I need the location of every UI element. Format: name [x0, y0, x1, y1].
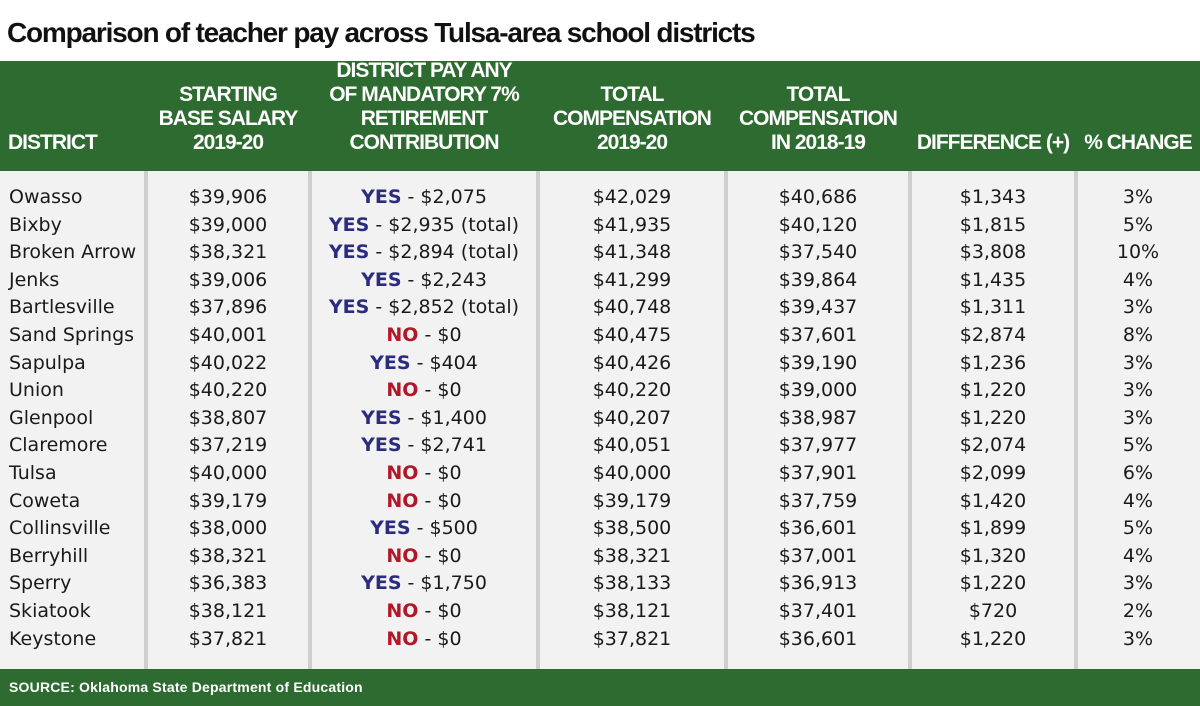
retirement-answer: YES	[370, 351, 411, 374]
cell-total-compensation-2019-20: $38,121	[592, 600, 672, 622]
table-header	[0, 61, 1200, 171]
retirement-amount: - $0	[418, 544, 462, 567]
table-row	[0, 515, 1200, 543]
cell-percent-change: 3%	[1122, 379, 1154, 402]
retirement-answer: YES	[328, 296, 370, 319]
retirement-answer: YES	[361, 434, 402, 457]
cell-difference: $1,220	[959, 406, 1027, 429]
table-row	[0, 294, 1200, 322]
cell-district: Sand Springs	[9, 324, 135, 346]
cell-total-compensation-2018-19: $39,000	[778, 379, 858, 402]
cell-district: Coweta	[9, 489, 81, 512]
cell-total-compensation-2019-20: $40,426	[592, 351, 672, 374]
retirement-amount: - $404	[410, 351, 478, 374]
cell-starting-base-salary: $39,179	[188, 489, 268, 512]
cell-percent-change: 3%	[1122, 186, 1154, 208]
cell-starting-base-salary: $38,121	[188, 600, 268, 622]
retirement-answer: YES	[361, 186, 402, 208]
cell-retirement-contribution	[310, 350, 538, 378]
cell-starting-base-salary: $40,022	[188, 351, 268, 374]
cell-starting-base-salary: $40,000	[188, 462, 268, 484]
cell-total-compensation-2019-20: $39,179	[592, 489, 672, 512]
cell-starting-base-salary: $37,821	[188, 627, 268, 650]
cell-retirement-contribution	[310, 405, 538, 433]
retirement-amount: - $2,741	[401, 434, 487, 457]
retirement-amount: - $0	[418, 600, 462, 622]
table-row	[0, 377, 1200, 405]
cell-difference: $1,220	[959, 572, 1027, 595]
cell-difference: $2,874	[959, 324, 1027, 346]
cell-difference: $1,420	[959, 489, 1027, 512]
retirement-amount: - $0	[418, 489, 462, 512]
cell-starting-base-salary: $39,000	[188, 213, 268, 236]
cell-retirement-contribution	[310, 294, 538, 322]
retirement-amount: - $2,852 (total)	[369, 296, 520, 319]
cell-retirement-contribution	[310, 570, 538, 598]
column-header-retirement-contribution: DISTRICT PAY ANY OF MANDATORY 7% RETIREMENT CONTRIBUTION	[329, 59, 519, 154]
retirement-answer: YES	[328, 213, 370, 236]
cell-retirement-contribution	[310, 626, 538, 654]
column-header-total-compensation-2018-19: TOTAL COMPENSATION IN 2018-19	[739, 83, 897, 154]
retirement-answer: YES	[361, 268, 402, 291]
cell-difference: $1,815	[959, 213, 1027, 236]
cell-percent-change: 3%	[1122, 351, 1154, 374]
cell-total-compensation-2018-19: $39,864	[778, 268, 858, 291]
cell-percent-change: 3%	[1122, 406, 1154, 429]
cell-total-compensation-2019-20: $41,348	[592, 241, 672, 264]
retirement-answer: NO	[386, 544, 419, 567]
cell-percent-change: 8%	[1122, 324, 1154, 346]
cell-starting-base-salary: $38,807	[188, 406, 268, 429]
cell-difference: $1,311	[959, 296, 1027, 319]
cell-total-compensation-2019-20: $40,207	[592, 406, 672, 429]
retirement-answer: YES	[361, 572, 402, 595]
cell-total-compensation-2019-20: $38,133	[592, 572, 672, 595]
table-row	[0, 460, 1200, 488]
table-row	[0, 626, 1200, 654]
column-header-district: DISTRICT	[8, 131, 97, 154]
cell-starting-base-salary: $37,219	[188, 434, 268, 457]
retirement-amount: - $0	[418, 627, 462, 650]
cell-total-compensation-2019-20: $40,000	[592, 462, 672, 484]
cell-total-compensation-2018-19: $40,686	[778, 186, 858, 208]
table-row	[0, 405, 1200, 433]
cell-percent-change: 4%	[1122, 489, 1154, 512]
retirement-answer: YES	[370, 517, 411, 540]
cell-percent-change: 4%	[1122, 268, 1154, 291]
cell-district: Claremore	[9, 434, 108, 457]
cell-percent-change: 3%	[1122, 572, 1154, 595]
table-body	[0, 171, 1200, 669]
cell-percent-change: 3%	[1122, 627, 1154, 650]
column-header-starting-base-salary: STARTING BASE SALARY 2019-20	[158, 83, 298, 154]
table-row	[0, 488, 1200, 516]
cell-percent-change: 3%	[1122, 296, 1154, 319]
cell-total-compensation-2019-20: $40,220	[592, 379, 672, 402]
cell-retirement-contribution	[310, 488, 538, 516]
table-row	[0, 322, 1200, 350]
chart-title: Comparison of teacher pay across Tulsa-area school districts	[7, 17, 755, 48]
cell-district: Collinsville	[9, 517, 111, 540]
retirement-answer: YES	[361, 406, 402, 429]
cell-total-compensation-2019-20: $40,748	[592, 296, 672, 319]
retirement-amount: - $1,400	[401, 406, 487, 429]
cell-total-compensation-2019-20: $40,475	[592, 324, 672, 346]
cell-district: Keystone	[9, 627, 97, 650]
cell-district: Skiatook	[9, 600, 91, 622]
retirement-answer: NO	[386, 462, 419, 484]
cell-district: Owasso	[9, 186, 83, 208]
cell-starting-base-salary: $40,220	[188, 379, 268, 402]
cell-retirement-contribution	[310, 239, 538, 267]
retirement-amount: - $2,243	[401, 268, 487, 291]
retirement-amount: - $2,935 (total)	[369, 213, 520, 236]
cell-starting-base-salary: $38,321	[188, 241, 268, 264]
cell-starting-base-salary: $36,383	[188, 572, 268, 595]
retirement-amount: - $500	[410, 517, 478, 540]
cell-starting-base-salary: $39,906	[188, 186, 268, 208]
cell-total-compensation-2018-19: $40,120	[778, 213, 858, 236]
cell-district: Glenpool	[9, 406, 94, 429]
cell-total-compensation-2018-19: $37,601	[778, 324, 858, 346]
retirement-answer: YES	[328, 241, 370, 264]
retirement-amount: - $2,894 (total)	[369, 241, 520, 264]
cell-district: Sapulpa	[9, 351, 86, 374]
cell-district: Tulsa	[9, 462, 57, 484]
cell-percent-change: 5%	[1122, 517, 1154, 540]
cell-starting-base-salary: $38,000	[188, 517, 268, 540]
cell-total-compensation-2018-19: $39,437	[778, 296, 858, 319]
retirement-amount: - $0	[418, 379, 462, 402]
cell-total-compensation-2019-20: $38,500	[592, 517, 672, 540]
table-row	[0, 267, 1200, 295]
cell-retirement-contribution	[310, 432, 538, 460]
cell-district: Broken Arrow	[9, 241, 137, 264]
cell-total-compensation-2019-20: $41,935	[592, 213, 672, 236]
cell-difference: $1,236	[959, 351, 1027, 374]
cell-starting-base-salary: $39,006	[188, 268, 268, 291]
retirement-amount: - $0	[418, 324, 462, 346]
cell-retirement-contribution	[310, 184, 538, 212]
cell-total-compensation-2019-20: $40,051	[592, 434, 672, 457]
cell-difference: $3,808	[959, 241, 1027, 264]
cell-difference: $1,220	[959, 379, 1027, 402]
cell-total-compensation-2018-19: $37,901	[778, 462, 858, 484]
retirement-answer: NO	[386, 600, 419, 622]
cell-starting-base-salary: $38,321	[188, 544, 268, 567]
cell-total-compensation-2019-20: $42,029	[592, 186, 672, 208]
table-row	[0, 432, 1200, 460]
retirement-amount: - $2,075	[401, 186, 487, 208]
retirement-answer: NO	[386, 627, 419, 650]
cell-difference: $1,899	[959, 517, 1027, 540]
cell-total-compensation-2018-19: $37,759	[778, 489, 858, 512]
cell-percent-change: 6%	[1122, 462, 1154, 484]
cell-district: Jenks	[9, 268, 60, 291]
cell-percent-change: 5%	[1122, 213, 1154, 236]
cell-retirement-contribution	[310, 267, 538, 295]
cell-district: Sperry	[9, 572, 72, 595]
cell-retirement-contribution	[310, 598, 538, 626]
cell-difference: $2,074	[959, 434, 1027, 457]
cell-retirement-contribution	[310, 377, 538, 405]
cell-total-compensation-2018-19: $39,190	[778, 351, 858, 374]
source-note: SOURCE: Oklahoma State Department of Education	[0, 669, 1200, 706]
cell-percent-change: 2%	[1122, 600, 1154, 622]
table-row	[0, 570, 1200, 598]
table-row	[0, 350, 1200, 378]
cell-starting-base-salary: $40,001	[188, 324, 268, 346]
retirement-amount: - $0	[418, 462, 462, 484]
cell-total-compensation-2018-19: $36,601	[778, 517, 858, 540]
cell-retirement-contribution	[310, 543, 538, 571]
retirement-amount: - $1,750	[401, 572, 487, 595]
cell-percent-change: 5%	[1122, 434, 1154, 457]
table-row	[0, 239, 1200, 267]
cell-total-compensation-2018-19: $37,401	[778, 600, 858, 622]
cell-difference: $1,343	[959, 186, 1027, 208]
cell-district: Bartlesville	[9, 296, 115, 319]
column-header-percent-change: % CHANGE	[1084, 131, 1192, 154]
cell-starting-base-salary: $37,896	[188, 296, 268, 319]
cell-total-compensation-2018-19: $37,977	[778, 434, 858, 457]
cell-district: Berryhill	[9, 544, 89, 567]
column-header-total-compensation-2019-20: TOTAL COMPENSATION 2019-20	[553, 83, 711, 154]
cell-difference: $1,435	[959, 268, 1027, 291]
cell-retirement-contribution	[310, 460, 538, 488]
cell-difference: $1,320	[959, 544, 1027, 567]
cell-retirement-contribution	[310, 212, 538, 240]
cell-total-compensation-2019-20: $38,321	[592, 544, 672, 567]
table-row	[0, 212, 1200, 240]
retirement-answer: NO	[386, 324, 419, 346]
cell-percent-change: 10%	[1116, 241, 1160, 264]
table-row	[0, 184, 1200, 212]
cell-total-compensation-2018-19: $36,601	[778, 627, 858, 650]
cell-district: Bixby	[9, 213, 62, 236]
cell-difference: $2,099	[959, 462, 1027, 484]
cell-percent-change: 4%	[1122, 544, 1154, 567]
cell-total-compensation-2019-20: $41,299	[592, 268, 672, 291]
retirement-answer: NO	[386, 379, 419, 402]
cell-total-compensation-2018-19: $37,540	[778, 241, 858, 264]
cell-difference: $720	[968, 600, 1018, 622]
cell-total-compensation-2018-19: $36,913	[778, 572, 858, 595]
cell-district: Union	[9, 379, 64, 402]
table-row	[0, 598, 1200, 626]
cell-total-compensation-2019-20: $37,821	[592, 627, 672, 650]
cell-retirement-contribution	[310, 515, 538, 543]
cell-difference: $1,220	[959, 627, 1027, 650]
cell-total-compensation-2018-19: $37,001	[778, 544, 858, 567]
table-row	[0, 543, 1200, 571]
column-header-difference: DIFFERENCE (+)	[916, 131, 1070, 154]
cell-retirement-contribution	[310, 322, 538, 350]
cell-total-compensation-2018-19: $38,987	[778, 406, 858, 429]
retirement-answer: NO	[386, 489, 419, 512]
